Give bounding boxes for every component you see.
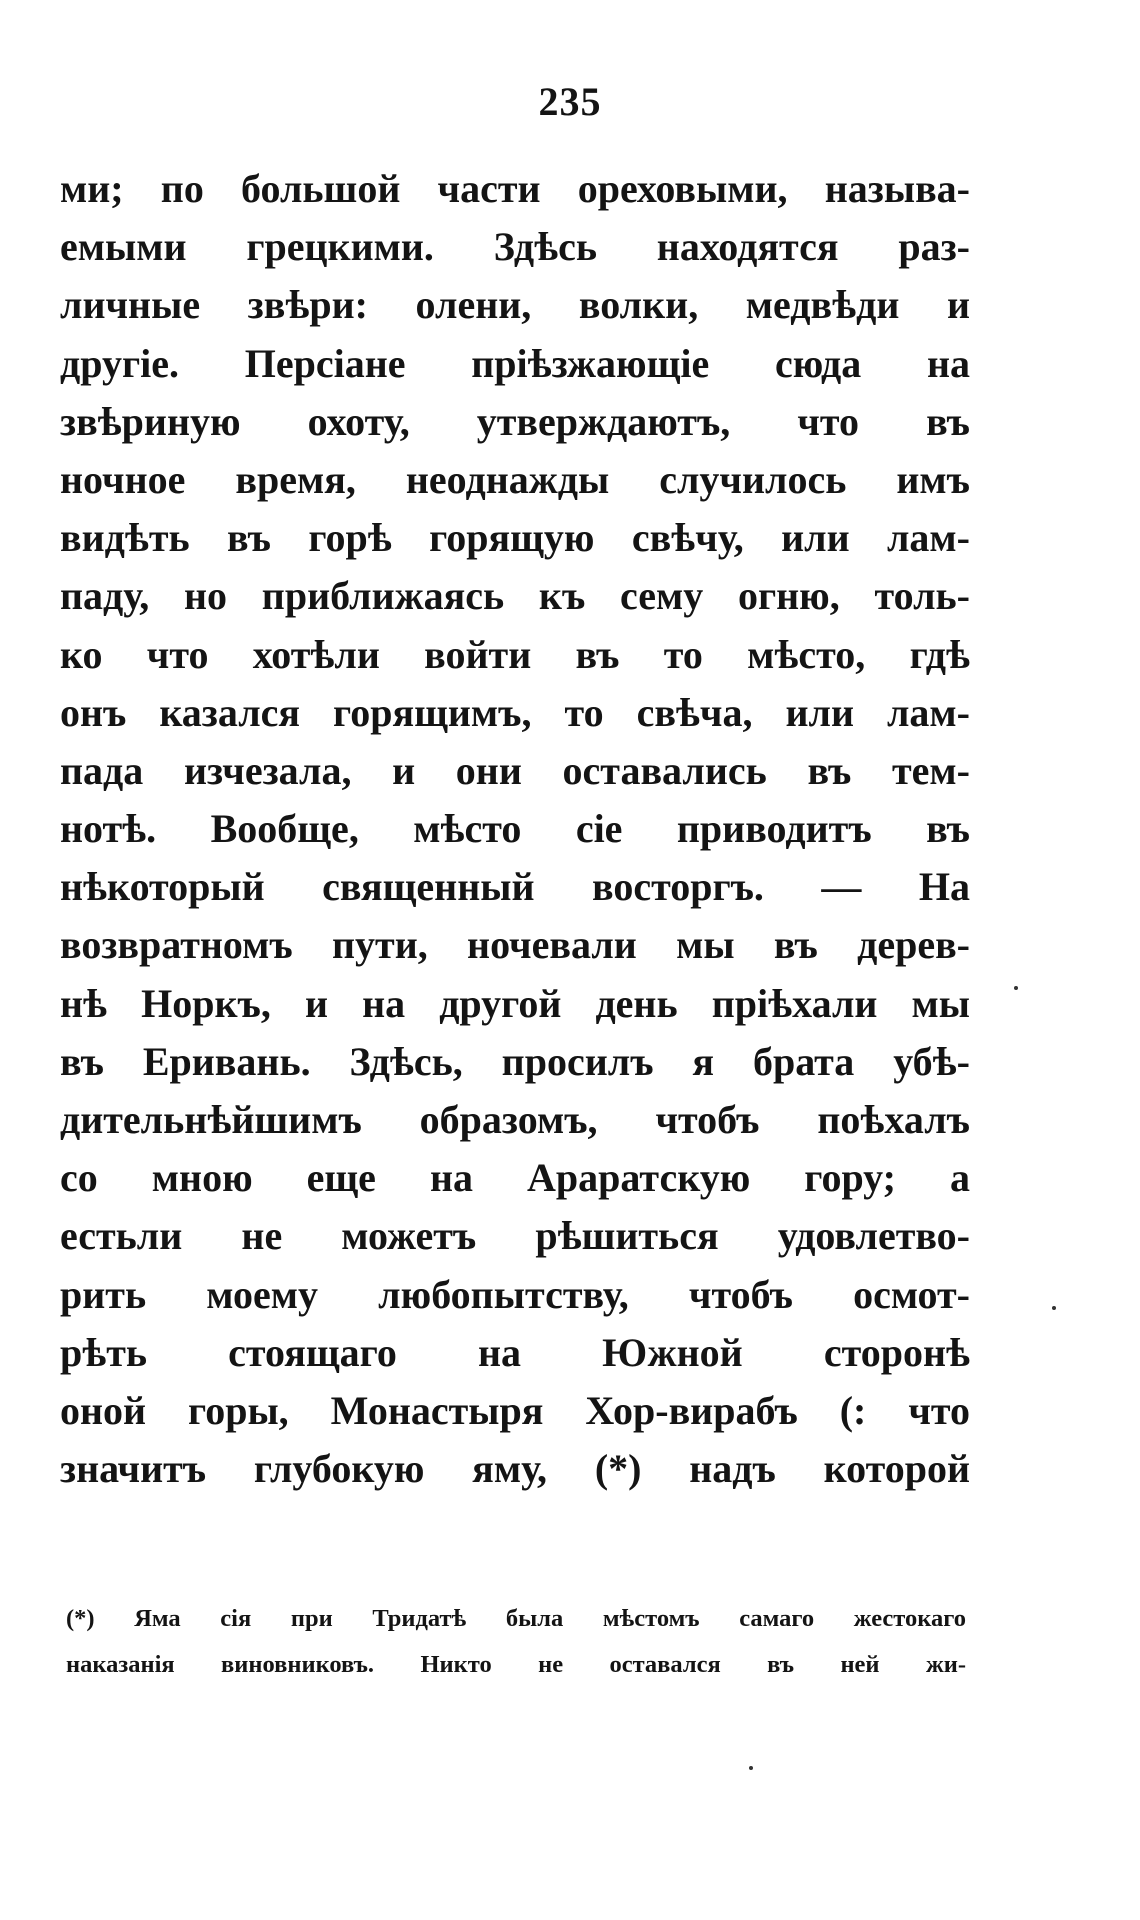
text-line: пада изчезала, и они оставались въ тем- bbox=[60, 747, 970, 793]
text-line: емыми грецкими. Здѣсь находятся раз- bbox=[60, 224, 970, 270]
text-line: возвратномъ пути, ночевали мы въ дерев- bbox=[60, 922, 970, 968]
text-line: нѣ Норкъ, и на другой день пріѣхали мы bbox=[60, 980, 970, 1026]
print-speck bbox=[1014, 986, 1018, 990]
text-line: въ Еривань. Здѣсь, просилъ я брата убѣ- bbox=[60, 1038, 970, 1084]
text-line: ко что хотѣли войти въ то мѣсто, гдѣ bbox=[60, 631, 970, 677]
print-speck bbox=[1052, 1306, 1056, 1310]
footnote-line: (*) Яма сія при Тридатѣ была мѣстомъ самаго жестокаго bbox=[66, 1605, 966, 1632]
text-line: паду, но приближаясь къ сему огню, толь- bbox=[60, 573, 970, 619]
text-line: со мною еще на Араратскую гору; а bbox=[60, 1155, 970, 1201]
page-number: 235 bbox=[538, 79, 602, 124]
print-speck bbox=[749, 1766, 753, 1770]
text-line: ночное время, неоднажды случилось имъ bbox=[60, 456, 970, 502]
text-line: естьли не можетъ рѣшиться удовлетво- bbox=[60, 1213, 970, 1259]
footnote bbox=[66, 1596, 966, 1688]
text-line: дительнѣйшимъ образомъ, чтобъ поѣхалъ bbox=[60, 1097, 970, 1142]
main-text-block bbox=[60, 160, 970, 1498]
footnote-line: наказанія виновниковъ. Никто не оставался въ ней жи- bbox=[66, 1651, 966, 1678]
text-line: ми; по большой части ореховыми, называ- bbox=[60, 166, 970, 211]
text-line: онъ казался горящимъ, то свѣча, или лам- bbox=[60, 689, 970, 735]
text-line: рить моему любопытству, чтобъ осмот- bbox=[60, 1271, 970, 1317]
text-line: оной горы, Монастыря Хор-вирабъ (: что bbox=[60, 1387, 970, 1433]
text-line: другіе. Персіане пріѣзжающіе сюда на bbox=[60, 340, 970, 386]
text-line: значитъ глубокую яму, (*) надъ которой bbox=[60, 1446, 970, 1492]
text-line: нѣкоторый священный восторгъ. — На bbox=[60, 864, 970, 910]
text-line: рѣть стоящаго на Южной сторонѣ bbox=[60, 1329, 970, 1375]
text-line: видѣть въ горѣ горящую свѣчу, или лам- bbox=[60, 515, 970, 561]
text-line: звѣриную охоту, утверждаютъ, что въ bbox=[60, 398, 970, 444]
text-line: нотѣ. Вообще, мѣсто сіе приводитъ въ bbox=[60, 806, 970, 852]
text-line: личные звѣри: олени, волки, медвѣди и bbox=[60, 282, 970, 328]
